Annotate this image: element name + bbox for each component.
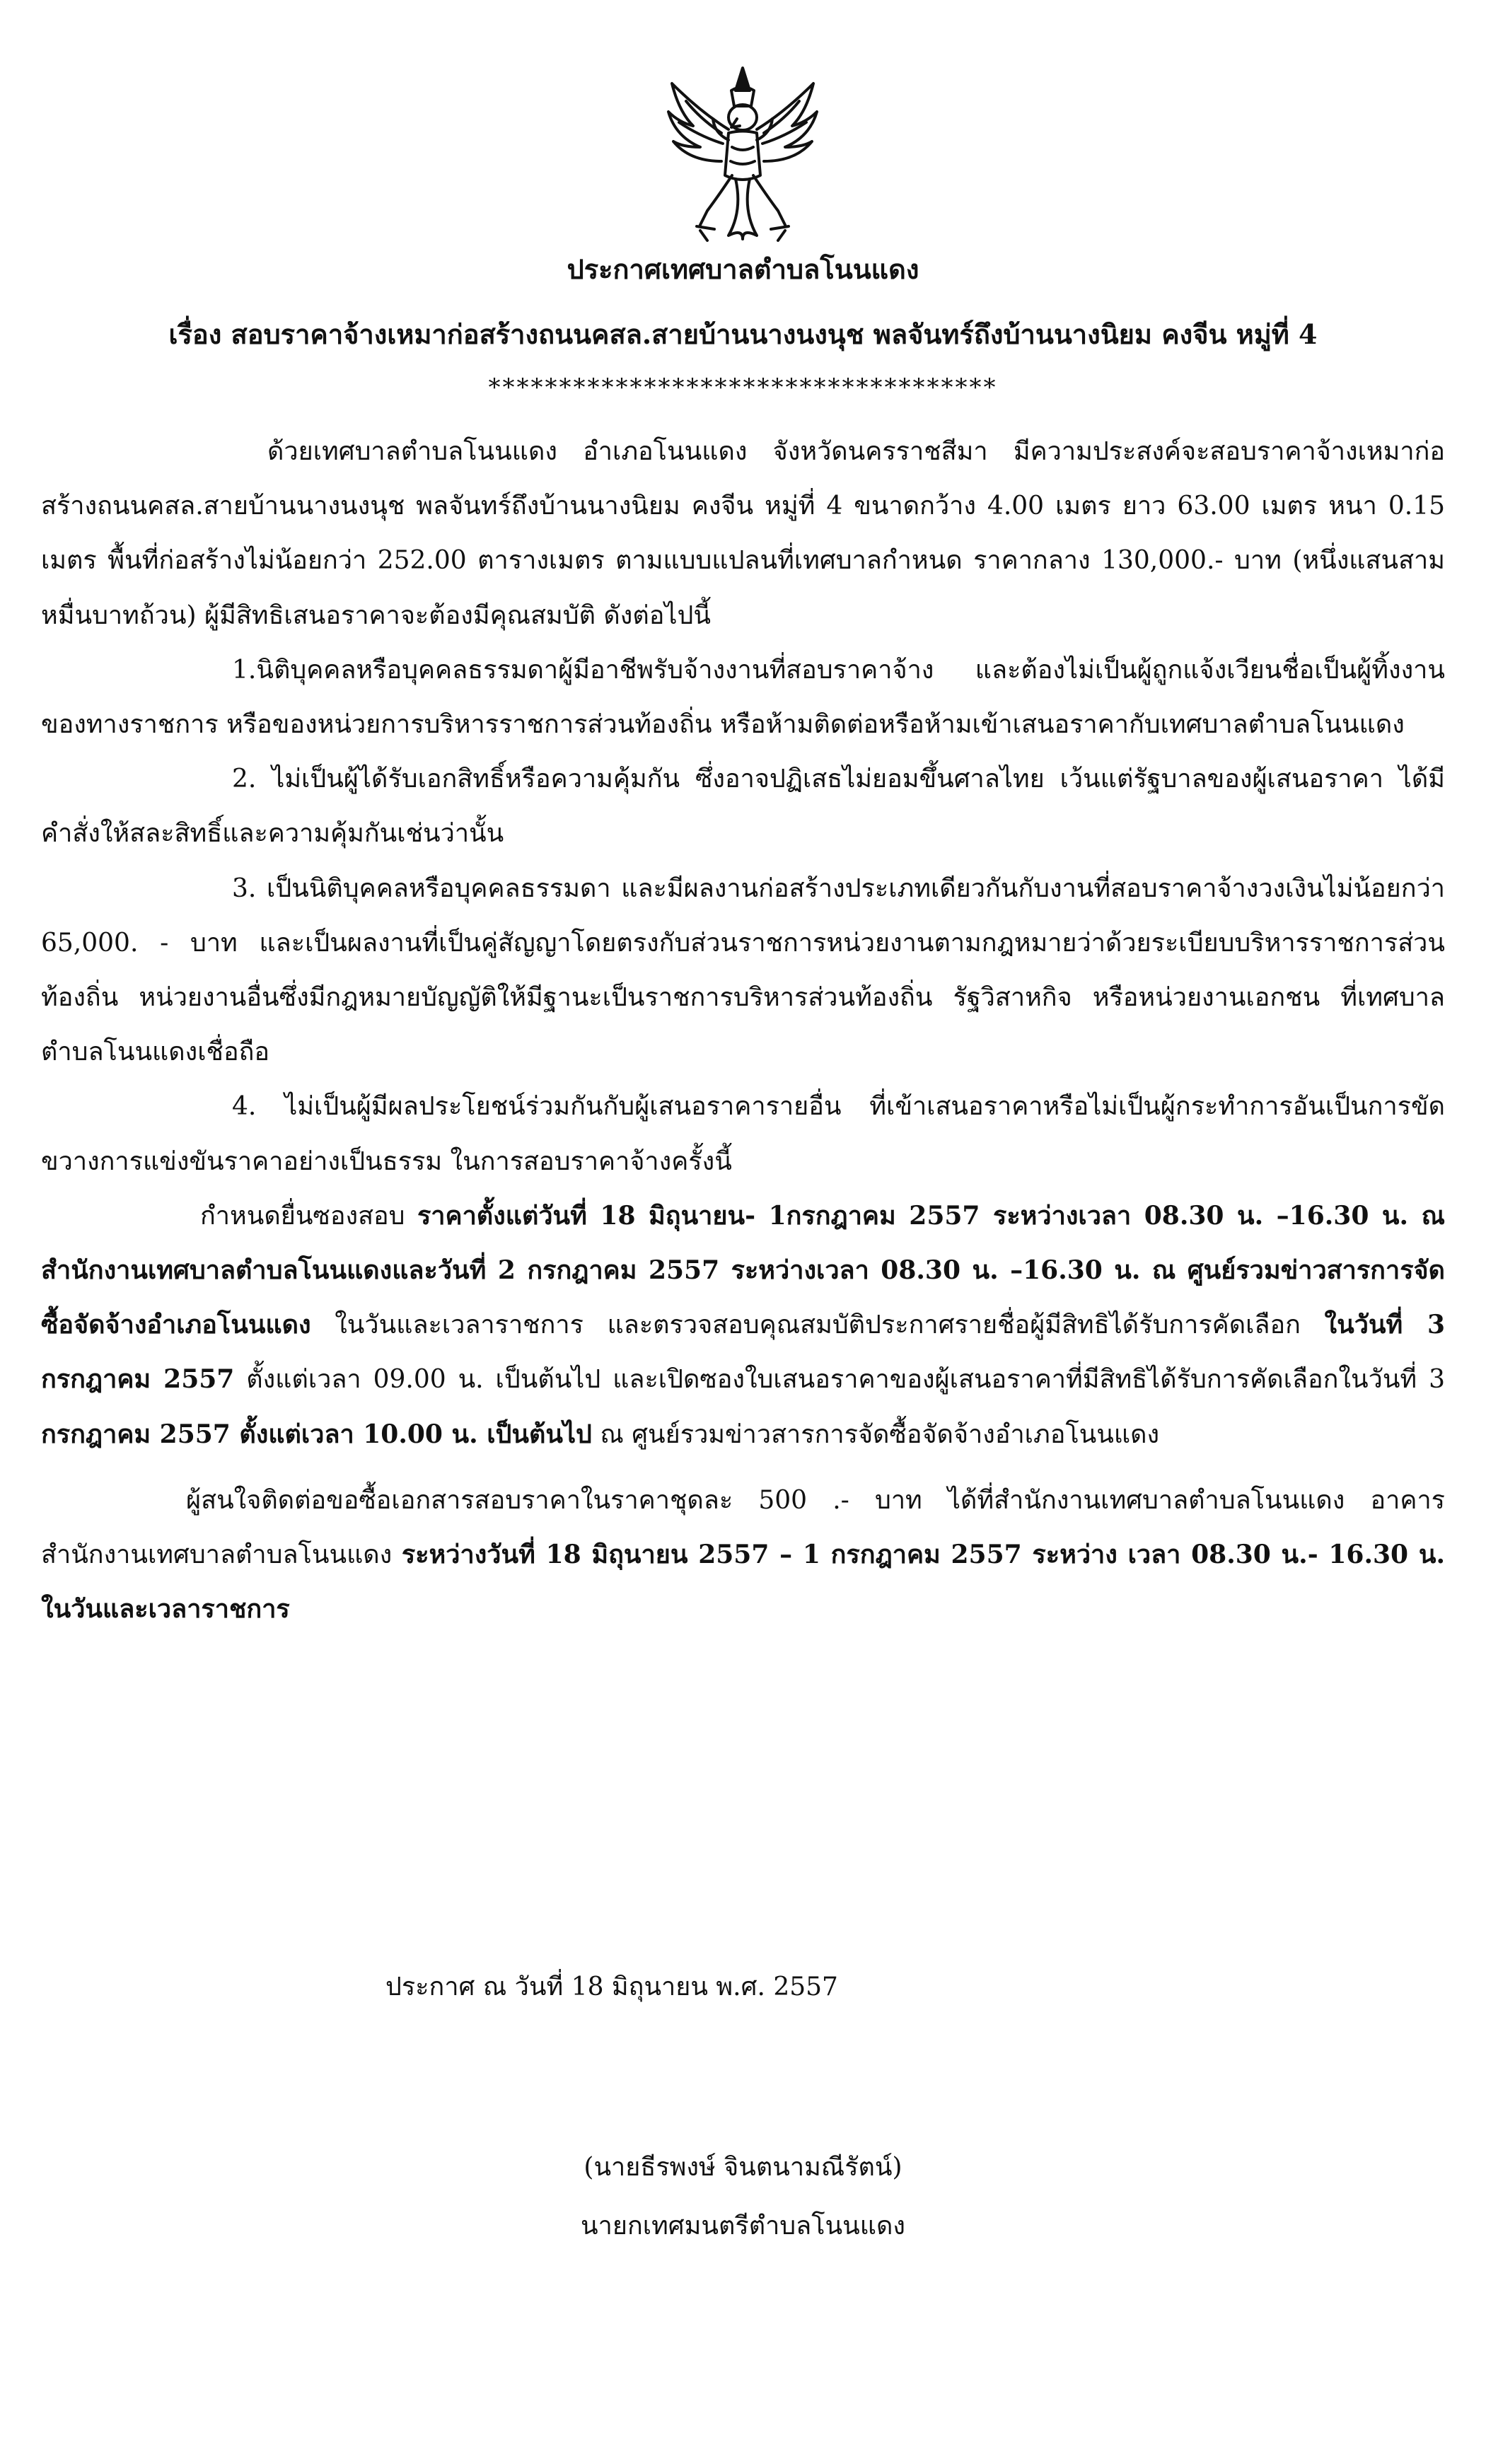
- separator-line: ************************************: [488, 373, 998, 402]
- signatory-name: (นายธีรพงษ์ จินตนามณีรัตน์): [584, 2153, 902, 2182]
- submission-schedule-paragraph: [41, 1189, 1445, 1462]
- garuda-emblem-icon: [658, 62, 828, 246]
- intro-paragraph: ด้วยเทศบาลตำบลโนนแดง อำเภอโนนแดง จังหวัดนครราชสีมา มีความประสงค์จะสอบราคาจ้างเหมาก่อสร้างถนนคสล.สายบ้านนางนงนุช พลจันทร์ถึงบ้านนางนิยม คงจีน หมู่ที่ 4 ขนาดกว้าง 4.00 เมตร ยาว 63.00 เมตร หนา 0.15 เมตร พื้นที่ก่อสร้างไม่น้อยกว่า 252.00 ตารางเมตร ตามแบบแปลนที่เทศบาลกำหนด ราคากลาง 130,000.- บาท (หนึ่งแสนสามหมื่นบาทถ้วน) ผู้มีสิทธิเสนอราคาจะต้องมีคุณสมบัติ ดังต่อไปนี้: [41, 437, 1445, 630]
- announcement-date: ประกาศ ณ วันที่ 18 มิถุนายน พ.ศ. 2557: [385, 1972, 838, 2001]
- qualification-2: 2. ไม่เป็นผู้ได้รับเอกสิทธิ์หรือความคุ้มกัน ซึ่งอาจปฏิเสธไม่ยอมขึ้นศาลไทย เว้นแต่รัฐบาลของผู้เสนอราคา ได้มีคำสั่งให้สละสิทธิ์และความคุ้มกันเช่นว่านั้น: [41, 765, 1445, 849]
- paragraph-gap: [41, 1462, 1445, 1473]
- qualification-3: 3. เป็นนิติบุคคลหรือบุคคลธรรมดา และมีผลงานก่อสร้างประเภทเดียวกันกับงานที่สอบราคาจ้างวงเงินไม่น้อยกว่า 65,000. - บาท และเป็นผลงานที่เป็นคู่สัญญาโดยตรงกับส่วนราชการหน่วยงานตามกฎหมายว่าด้วยระเบียบบริหารราชการส่วนท้องถิ่น หน่วยงานอื่นซึ่งมีกฎหมายบัญญัติให้มีฐานะเป็นราชการบริหารส่วนท้องถิ่น รัฐวิสาหกิจ หรือหน่วยงานเอกชน ที่เทศบาลตำบลโนนแดงเชื่อถือ: [41, 873, 1445, 1067]
- document-purchase-paragraph: [41, 1473, 1445, 1637]
- announcement-title: ประกาศเทศบาลตำบลโนนแดง: [567, 253, 919, 285]
- purchase-bold-1: ระหว่างวันที่ 18 มิถุนายน 2557 – 1 กรกฎาคม 2557 ระหว่าง เวลา 08.30 น.- 16.30 น. ในวันและเวลาราชการ: [41, 1540, 1445, 1625]
- schedule-text-2: ในวันและเวลาราชการ และตรวจสอบคุณสมบัติประกาศรายชื่อผู้มีสิทธิได้รับการคัดเลือก: [310, 1311, 1325, 1340]
- announcement-subject: เรื่อง สอบราคาจ้างเหมาก่อสร้างถนนคสล.สายบ้านนางนงนุช พลจันทร์ถึงบ้านนางนิยม คงจีน หมู่ที่ 4: [168, 318, 1318, 350]
- schedule-text-1: กำหนดยื่นซองสอบ: [200, 1201, 417, 1231]
- qualification-4: 4. ไม่เป็นผู้มีผลประโยชน์ร่วมกันกับผู้เสนอราคารายอื่น ที่เข้าเสนอราคาหรือไม่เป็นผู้กระทำการอันเป็นการขัดขวางการแข่งขันราคาอย่างเป็นธรรม ในการสอบราคาจ้างครั้งนี้: [41, 1092, 1445, 1176]
- schedule-bold-3: กรกฎาคม 2557 ตั้งแต่เวลา 10.00 น. เป็นต้นไป: [41, 1419, 592, 1449]
- announcement-body: [41, 424, 1445, 1637]
- schedule-bold-1: ราคาตั้งแต่วันที่ 18 มิถุนายน- 1กรกฎาคม 2557 ระหว่างเวลา 08.30 น. –16.30 น. ณ สำนักงานเทศบาลตำบลโนนแดงและวันที่ 2 กรกฎาคม 2557 ระหว่างเวลา 08.30 น. –16.30 น. ณ ศูนย์รวมข่าวสารการจัดซื้อจัดจ้างอำเภอโนนแดง: [41, 1200, 1445, 1340]
- schedule-bold-2: ในวันที่ 3 กรกฎาคม 2557: [41, 1310, 1445, 1395]
- schedule-text-3: ตั้งแต่เวลา 09.00 น. เป็นต้นไป และเปิดซองใบเสนอราคาของผู้เสนอราคาที่มีสิทธิได้รับการคัดเลือกในวันที่ 3: [234, 1365, 1445, 1395]
- qualification-1: 1.นิติบุคคลหรือบุคคลธรรมดาผู้มีอาชีพรับจ้างงานที่สอบราคาจ้าง และต้องไม่เป็นผู้ถูกแจ้งเวียนชื่อเป็นผู้ทิ้งงานของทางราชการ หรือของหน่วยการบริหารราชการส่วนท้องถิ่น หรือห้ามติดต่อหรือห้ามเข้าเสนอราคากับเทศบาลตำบลโนนแดง: [41, 655, 1445, 740]
- schedule-text-4: ณ ศูนย์รวมข่าวสารการจัดซื้อจัดจ้างอำเภอโนนแดง: [591, 1419, 1160, 1449]
- signatory-position: นายกเทศมนตรีตำบลโนนแดง: [581, 2212, 905, 2241]
- purchase-text-1: ผู้สนใจติดต่อขอซื้อเอกสารสอบราคาในราคาชุดละ 500 .- บาท ได้ที่สำนักงานเทศบาลตำบลโนนแดง อาคารสำนักงานเทศบาลตำบลโนนแดง: [41, 1485, 1445, 1570]
